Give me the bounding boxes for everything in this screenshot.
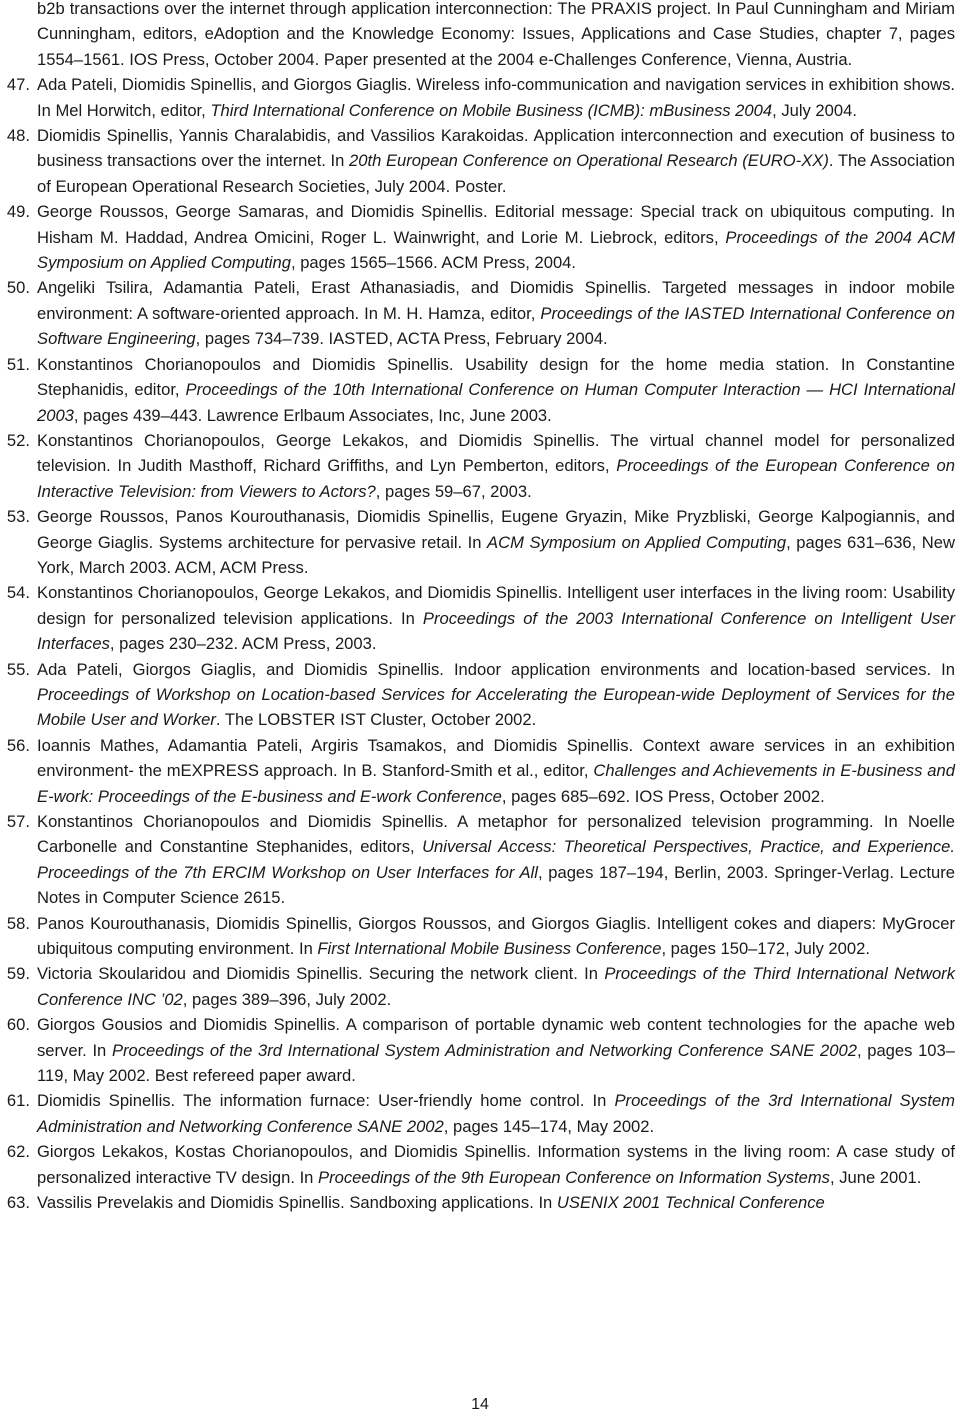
reference-text: , pages 631–636, New York, March 2003. ACM, ACM Press.	[37, 532, 955, 577]
reference-entry	[0, 1012, 960, 1088]
reference-text: , June 2001.	[829, 1167, 922, 1187]
reference-entry	[0, 1139, 960, 1190]
reference-italic-text: Proceedings of the 9th European Conference on Information Systems	[318, 1167, 830, 1187]
reference-italic-text: Proceedings of the 3rd International System Administration and Networking Conference SANE 2002	[111, 1040, 857, 1060]
reference-text: Giorgos Lekakos, Kostas Chorianopoulos, and Diomidis Spinellis. Information systems in the living room: A case study of personalized interactive TV design. In	[37, 1142, 955, 1187]
reference-number: 52 .	[0, 428, 30, 453]
reference-text: , pages 150–172, July 2002.	[661, 939, 870, 959]
reference-entry	[0, 961, 960, 1012]
reference-number: 53 .	[0, 504, 30, 529]
reference-italic-text: Universal Access: Theoretical Perspectives, Practice, and Experience. Proceedings of the 7th ERCIM Workshop on User Interfaces for All	[37, 837, 956, 882]
reference-text: , pages 230–232. ACM Press, 2003.	[109, 634, 377, 654]
reference-number: 49 .	[0, 199, 30, 224]
reference-entry	[0, 199, 960, 275]
reference-text: , pages 103–119, May 2002. Best refereed paper award.	[37, 1040, 955, 1086]
reference-italic-text: Proceedings of the Third International Network Conference INC ’02	[37, 964, 955, 1009]
reference-entry	[0, 504, 960, 580]
reference-text: George Roussos, George Samaras, and Diomidis Spinellis. Editorial message: Special track on ubiquitous computing. In Hisham M. Haddad, Andrea Omicini, Roger L. Wainwright, and Lorie M. Liebrock, editors,	[37, 202, 955, 247]
reference-number: 61 .	[0, 1088, 30, 1113]
reference-text: Ada Pateli, Diomidis Spinellis, and Giorgos Giaglis. Wireless info-communication and navigation services in exhibition shows. In Mel Horwitch, editor,	[37, 75, 955, 120]
reference-number: 62 .	[0, 1139, 30, 1164]
reference-number: 51 .	[0, 352, 30, 377]
reference-italic-text: USENIX 2001 Technical Conference	[556, 1193, 825, 1213]
reference-entry	[0, 1190, 960, 1215]
reference-text: , pages 734–739. IASTED, ACTA Press, February 2004.	[195, 329, 608, 349]
reference-number: 60 .	[0, 1012, 30, 1037]
reference-entry	[0, 352, 960, 428]
reference-italic-text: Proceedings of the 10th International Conference on Human Computer Interaction — HCI International 2003	[37, 380, 955, 425]
reference-number: 59 .	[0, 961, 30, 986]
reference-text: Vassilis Prevelakis and Diomidis Spinellis. Sandboxing applications. In	[37, 1193, 557, 1213]
reference-number: 47 .	[0, 72, 30, 97]
reference-text: , pages 439–443. Lawrence Erlbaum Associates, Inc, June 2003.	[73, 405, 552, 425]
reference-text: , pages 59–67, 2003.	[375, 481, 532, 501]
reference-entry	[0, 733, 960, 809]
reference-italic-text: Proceedings of the 3rd International System Administration and Networking Conference SANE 2002	[37, 1091, 955, 1136]
reference-number: 50 .	[0, 275, 30, 300]
reference-text: Panos Kourouthanasis, Diomidis Spinellis, Giorgos Roussos, and Giorgos Giaglis. Intelligent cokes and diapers: MyGrocer ubiquitous computing environment. In	[37, 913, 955, 959]
reference-entry-continued	[0, 0, 960, 72]
reference-text: Diomidis Spinellis, Yannis Charalabidis, and Vassilios Karakoidas. Application interconnection and execution of business to business transactions over the internet. In	[37, 126, 955, 171]
reference-text: Ada Pateli, Giorgos Giaglis, and Diomidis Spinellis. Indoor application environments and location-based services. In	[37, 659, 955, 679]
reference-italic-text: Third International Conference on Mobile Business (ICMB): mBusiness 2004	[210, 100, 773, 120]
reference-entry	[0, 275, 960, 351]
reference-text: , July 2004.	[772, 100, 857, 120]
reference-text: Giorgos Gousios and Diomidis Spinellis. A comparison of portable dynamic web content technologies for the apache web server. In	[37, 1015, 955, 1060]
reference-italic-text: Challenges and Achievements in E-business and E-work: Proceedings of the E-business and E-work Conference	[37, 761, 955, 806]
reference-number: 63 .	[0, 1190, 30, 1215]
reference-italic-text: Proceedings of the 2004 ACM Symposium on Applied Computing	[37, 227, 955, 273]
reference-text: Ioannis Mathes, Adamantia Pateli, Argiris Tsamakos, and Diomidis Spinellis. Context aware services in an exhibition environment- the mEXPRESS approach. In B. Stanford-Smith et al., editor,	[37, 735, 955, 781]
reference-text: Konstantinos Chorianopoulos, George Lekakos, and Diomidis Spinellis. The virtual channel model for personalized television. In Judith Masthoff, Richard Griffiths, and Lyn Pemberton, editors,	[37, 430, 955, 476]
reference-italic-text: Proceedings of Workshop on Location-based Services for Accelerating the European-wide Deployment of Services for the Mobile User and Worker	[37, 684, 955, 730]
reference-italic-text: ACM Symposium on Applied Computing	[487, 532, 787, 552]
reference-text: , pages 389–396, July 2002.	[182, 989, 392, 1009]
reference-number: 56 .	[0, 733, 30, 758]
reference-text: , pages 145–174, May 2002.	[443, 1116, 655, 1136]
reference-text: , pages 685–692. IOS Press, October 2002.	[501, 786, 825, 806]
reference-text: . The LOBSTER IST Cluster, October 2002.	[215, 710, 537, 730]
reference-number: 54 .	[0, 580, 30, 605]
reference-text: Konstantinos Chorianopoulos, George Lekakos, and Diomidis Spinellis. Intelligent user interfaces in the living room: Usability design for personalized television applications. In	[37, 583, 955, 628]
reference-text: Konstantinos Chorianopoulos and Diomidis Spinellis. A metaphor for personalized television programming. In Noelle Carbonelle and Constantine Stephanides, editors,	[37, 812, 955, 857]
reference-entry	[0, 657, 960, 733]
reference-text: Konstantinos Chorianopoulos and Diomidis Spinellis. Usability design for the home media station. In Constantine Stephanidis, editor,	[37, 354, 955, 400]
reference-entry	[0, 809, 960, 911]
reference-text: , pages 1565–1566. ACM Press, 2004.	[290, 253, 577, 273]
reference-italic-text: Proceedings of the 2003 International Conference on Intelligent User Interfaces	[37, 608, 955, 654]
reference-italic-text: Proceedings of the European Conference on Interactive Television: from Viewers to Actors?	[37, 456, 955, 501]
reference-text: Angeliki Tsilira, Adamantia Pateli, Erast Athanasiadis, and Diomidis Spinellis. Targeted messages in indoor mobile environment: A software-oriented approach. In M. H. Hamza, editor,	[37, 278, 955, 323]
reference-text: George Roussos, Panos Kourouthanasis, Diomidis Spinellis, Eugene Gryazin, Mike Pryzbliski, George Kalpogiannis, and George Giaglis. Systems architecture for pervasive retail. In	[37, 507, 955, 552]
reference-entry	[0, 911, 960, 962]
reference-text: Victoria Skoularidou and Diomidis Spinellis. Securing the network client. In	[37, 964, 605, 984]
reference-entry	[0, 123, 960, 199]
reference-italic-text: 20th European Conference on Operational Research (EURO-XX)	[349, 151, 829, 171]
reference-entry	[0, 580, 960, 656]
reference-entry	[0, 428, 960, 504]
reference-entry	[0, 1088, 960, 1139]
reference-number: 48 .	[0, 123, 30, 148]
reference-text: . The Association of European Operational Research Societies, July 2004. Poster.	[37, 151, 955, 196]
page-number: 14	[471, 1396, 489, 1413]
reference-text: b2b transactions over the internet through application interconnection: The PRAXIS project. In Paul Cunningham and Miriam Cunningham, editors, eAdoption and the Knowledge Economy: Issues, Applications and Case Studies, chapter 7, pages 1554–1561. IOS Press, October 2004. Paper presented at the 2004 e-Challenges Conference, Vienna, Austria.	[37, 0, 955, 69]
reference-number: 58 .	[0, 911, 30, 936]
reference-italic-text: Proceedings of the IASTED International Conference on Software Engineering	[37, 303, 956, 349]
reference-number: 55 .	[0, 657, 30, 682]
reference-number: 57 .	[0, 809, 30, 834]
reference-text: Diomidis Spinellis. The information furnace: User-friendly home control. In	[37, 1091, 615, 1111]
reference-text: , pages 187–194, Berlin, 2003. Springer-Verlag. Lecture Notes in Computer Science 2615.	[37, 862, 955, 908]
reference-italic-text: First International Mobile Business Conference	[317, 939, 662, 959]
reference-entry	[0, 72, 960, 123]
